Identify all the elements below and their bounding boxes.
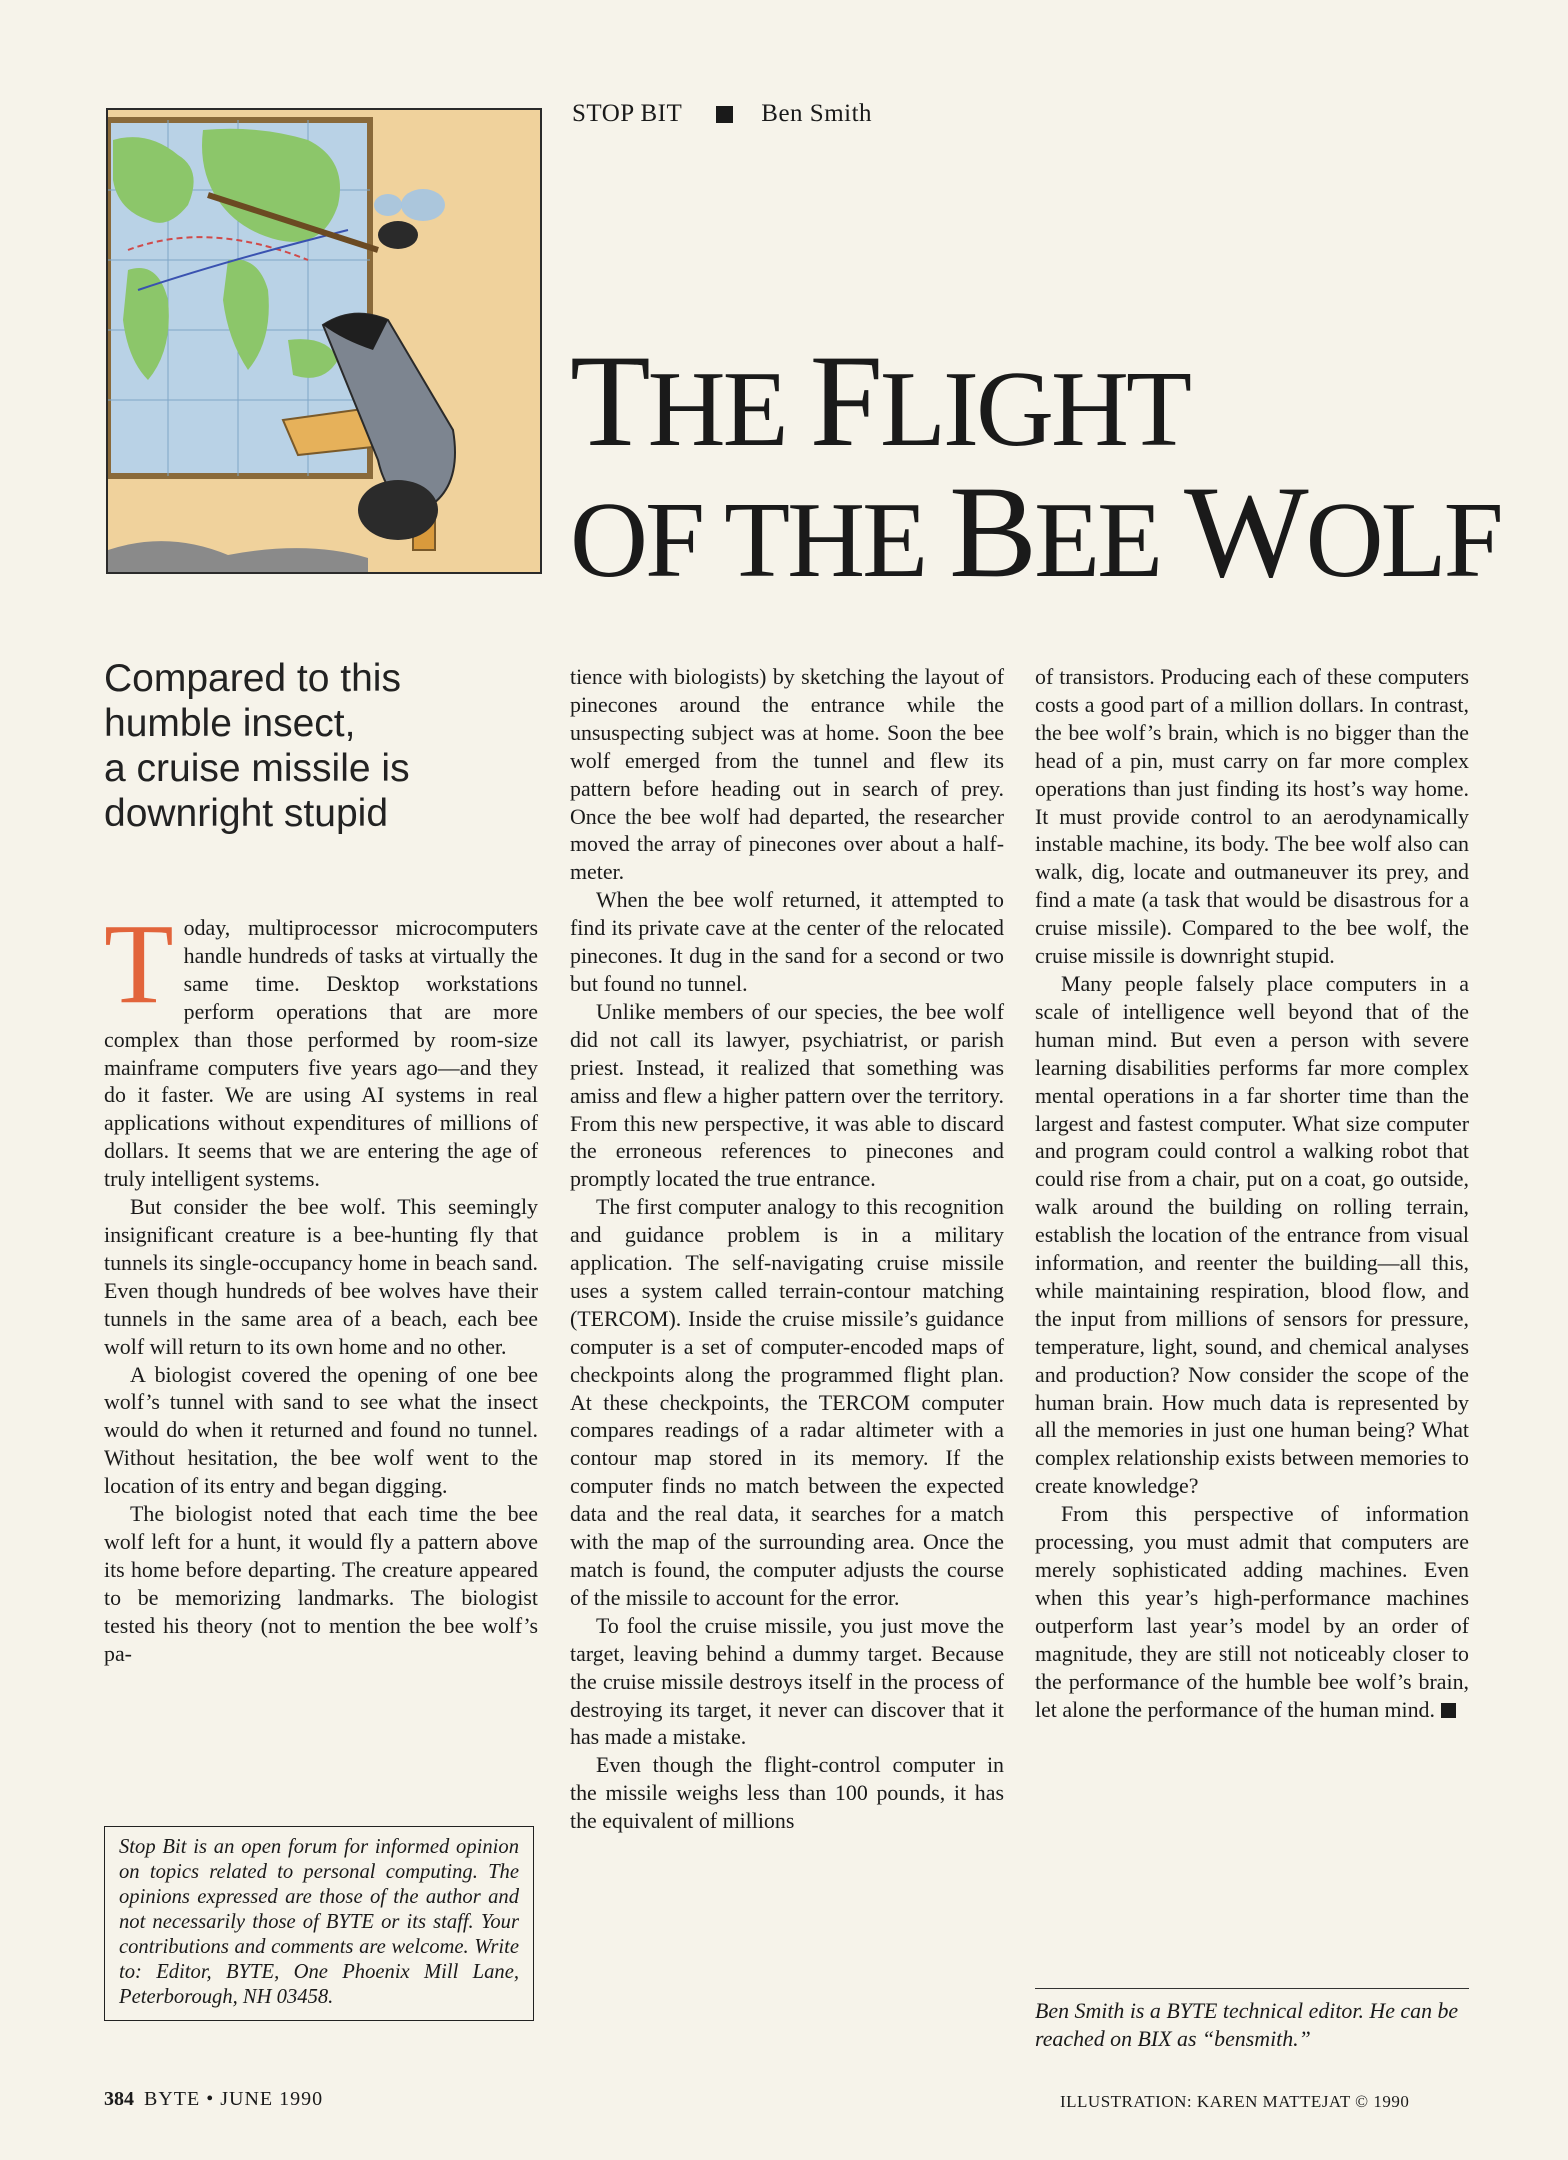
section-label: STOP BIT <box>572 100 683 127</box>
body-paragraph: Many people falsely place computers in a scale of intelligence well beyond that of the human mind. But even a person with severe learning disabilities performs far more complex mental operations in a far shorter time than the largest and fastest computer. What size computer and program could control a walking robot that could rise from a chair, put on a coat, go outside, walk around the building on rolling terrain, establish the location of the entrance from visual information, and reenter the building—all this, while maintaining respiration, blood flow, and the input from millions of sensors for pressure, temperature, light, sound, and chemical analyses and production? Now consider the scope of the human brain. How much data is represented by all the memories in just one human being? What complex relationship exists between memories to create knowledge? <box>1035 970 1469 1499</box>
page-footer-left <box>104 2088 323 2111</box>
body-column-2 <box>570 663 1004 1835</box>
author-byline: Ben Smith <box>761 100 873 127</box>
stop-bit-info-box: Stop Bit is an open forum for informed opinion on topics related to personal computing. The opinions expressed are those of the author and not necessarily those of BYTE or its staff. Your contributions and comments are welcome. Write to: Editor, BYTE, One Phoenix Mill Lane, Peterborough, NH 03458. <box>104 1826 534 2021</box>
deck-line: humble insect, <box>104 702 356 745</box>
bio-divider <box>1035 1988 1469 1989</box>
magazine-issue: BYTE • JUNE 1990 <box>144 2088 324 2110</box>
body-paragraph: The biologist noted that each time the bee wolf left for a hunt, it would fly a pattern above its home before departing. The creature appeared to be memorizing landmarks. The biologist tested his theory (not to mention the bee wolf’s pa- <box>104 1501 538 1666</box>
title-initial: F <box>809 327 881 474</box>
body-paragraph: tience with biologists) by sketching the layout of pinecones around the entrance while the unsuspecting subject was at home. Soon the bee wolf emerged from the tunnel and flew its pattern before heading out in search of prey. Once the bee wolf had departed, the researcher moved the array of pinecones over about a half-meter. <box>570 664 1004 885</box>
body-column-1 <box>104 900 538 1667</box>
body-paragraph: But consider the bee wolf. This seemingly insignificant creature is a bee-hunting fly that tunnels its single-occupancy home in beach sand. Even though hundreds of bee wolves have their tunnels in the same area of a beach, each bee wolf will return to its own home and no other. <box>104 1194 538 1359</box>
separator-square-icon <box>716 106 733 123</box>
body-paragraph: When the bee wolf returned, it attempted to find its private cave at the center of the relocated pinecones. It dug in the sand for a second or two but found no tunnel. <box>570 887 1004 996</box>
body-column-3 <box>1035 663 1469 1723</box>
paragraph-text: oday, multiprocessor microcomputers handle hundreds of tasks at virtually the same time. Desktop workstations perform operations that are more complex than those performed by room-size mainframe computers five years ago—and they do it faster. We are using AI systems in real applications without expenditures of millions of dollars. It seems that we are entering the age of truly intelligent systems. <box>104 915 538 1192</box>
paragraph-text: From this perspective of information processing, you must admit that computers are merely sophisticated adding machines. Even when this year’s high-performance machines outperform last year’s model by an order of magnitude, they are still not noticeably closer to the performance of the humble bee wolf’s brain, let alone the performance of the human mind. <box>1035 1501 1469 1722</box>
title-text: LIGHT <box>880 350 1189 469</box>
page-number: 384 <box>104 2088 134 2110</box>
end-mark-icon <box>1441 1703 1456 1718</box>
body-paragraph: Unlike members of our species, the bee wolf did not call its lawyer, psychiatrist, or parish priest. Instead, it realized that something was amiss and flew a higher pattern over the territory. From this new perspective, it was able to discard the erroneous references to pinecones and promptly located the true entrance. <box>570 998 1004 1192</box>
deck-line: Compared to this <box>104 657 401 700</box>
title-text: OF THE <box>570 481 950 600</box>
title-initial: B <box>949 458 1035 605</box>
article-illustration <box>106 108 542 574</box>
title-initial: W <box>1184 458 1306 605</box>
body-paragraph: To fool the cruise missile, you just move the target, leaving behind a dummy target. Because the cruise missile destroys itself in the process of destroying its target, it never can discover that it has made a mistake. <box>570 1612 1004 1750</box>
body-paragraph: A biologist covered the opening of one bee wolf’s tunnel with sand to see what the insect would do when it returned and found no tunnel. Without hesitation, the bee wolf went to the location of its entry and began digging. <box>104 1361 538 1499</box>
title-initial: T <box>570 327 648 474</box>
title-text: OLF <box>1305 481 1501 600</box>
illustration-bee-wolf-and-missile-icon <box>108 110 540 572</box>
illustration-credit: ILLUSTRATION: KAREN MATTEJAT © 1990 <box>1060 2092 1410 2111</box>
title-text: EE <box>1034 481 1185 600</box>
body-paragraph: The first computer analogy to this recognition and guidance problem is in a military application. The self-navigating cruise missile uses a system called terrain-contour matching (TERCOM). Inside the cruise missile’s guidance computer is a set of computer-encoded maps of checkpoints along the programmed flight plan. At these checkpoints, the TERCOM computer compares readings of a radar altimeter with a contour map stored in its memory. If the computer finds no match between the expected data and the real data, it searches for a match with the map of the surrounding area. Once the match is found, the computer adjusts the course of the missile to account for the error. <box>570 1194 1004 1610</box>
body-paragraph: of transistors. Producing each of these computers costs a good part of a million dollars. In contrast, the bee wolf’s brain, which is no bigger than the head of a pin, must carry on far more complex operations than just finding its host’s way home. It must provide control to an aerodynamically instable machine, its body. The bee wolf also can walk, dig, locate and outmaneuver its prey, and find a mate (a task that would be disastrous for a cruise missile). Compared to the bee wolf, the cruise missile is downright stupid. <box>1035 664 1469 969</box>
body-paragraph <box>1035 1500 1469 1723</box>
article-title <box>570 327 1530 605</box>
title-text: HE <box>647 350 810 469</box>
body-paragraph <box>104 900 538 1193</box>
article-deck <box>104 656 484 836</box>
section-header <box>572 100 872 128</box>
author-bio: Ben Smith is a BYTE technical editor. He can be reached on BIX as “bensmith.” <box>1035 1998 1459 2051</box>
drop-cap: T <box>104 900 174 1027</box>
deck-line: downright stupid <box>104 792 389 835</box>
deck-line: a cruise missile is <box>104 747 410 790</box>
body-paragraph: Even though the flight-control computer in the missile weighs less than 100 pounds, it has the equivalent of millions <box>570 1752 1004 1834</box>
